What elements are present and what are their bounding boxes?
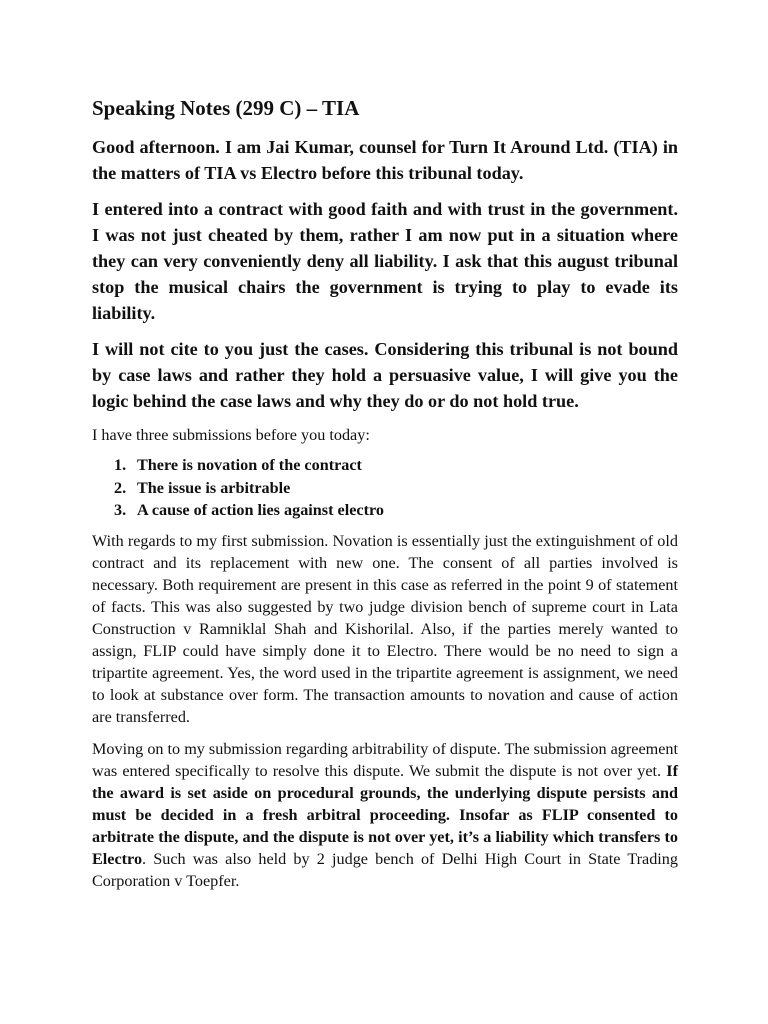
list-item <box>114 499 678 522</box>
statement-paragraph: I entered into a contract with good faith and with trust in the government. I was not just cheated by them, rather I am now put in a situation where they can very conveniently deny all liability. I ask that this august tribunal stop the musical chairs the government is trying to play to evade its liability. <box>92 199 678 323</box>
second-submission-paragraph <box>92 738 678 892</box>
first-submission-paragraph: With regards to my first submission. Novation is essentially just the extinguishment of old contract and its replacement with new one. The consent of all parties involved is necessary. Both requirement are present in this case as referred in the point 9 of statement of facts. This was also suggested by two judge division bench of supreme court in Lata Construction v Ramniklal Shah and Kishorilal. Also, if the parties merely wanted to assign, FLIP could have simply done it to Electro. There would be no need to sign a tripartite agreement. Yes, the word used in the tripartite agreement is assignment, we need to look at substance over form. The transaction amounts to novation and cause of action are transferred. <box>92 531 678 726</box>
submissions-list <box>92 454 678 522</box>
page-title: Speaking Notes (299 C) – TIA <box>92 96 360 120</box>
opening-paragraph: Good afternoon. I am Jai Kumar, counsel for Turn It Around Ltd. (TIA) in the matters of TIA vs Electro before this tribunal today. <box>92 137 678 183</box>
list-item-text: A cause of action lies against electro <box>137 501 384 519</box>
second-submission-part2: . Such was also held by 2 judge bench of Delhi High Court in State Trading Corporation v Toepfer. <box>92 849 678 890</box>
list-item-number: 1. <box>114 456 127 474</box>
list-item <box>114 454 678 477</box>
list-item-text: There is novation of the contract <box>137 456 362 474</box>
second-submission-part1: Moving on to my submission regarding arbitrability of dispute. The submission agreement was entered specifically to resolve this dispute. We submit the dispute is not over yet. <box>92 739 678 780</box>
list-item-text: The issue is arbitrable <box>137 478 291 497</box>
list-item <box>114 477 678 500</box>
submissions-intro: I have three submissions before you today: <box>92 426 370 444</box>
second-submission-bold: If the award is set aside on procedural grounds, the underlying dispute persists and must be decided in a fresh arbitral proceeding. Insofar as FLIP consented to arbitrate the dispute, and the dispute is not over yet, it’s a liability which transfers to Electro <box>92 761 678 868</box>
list-item-number: 3. <box>114 501 127 519</box>
approach-paragraph: I will not cite to you just the cases. Considering this tribunal is not bound by case laws and rather they hold a persuasive value, I will give you the logic behind the case laws and why they do or do not hold true. <box>92 339 678 411</box>
list-item-number: 2. <box>114 478 127 497</box>
